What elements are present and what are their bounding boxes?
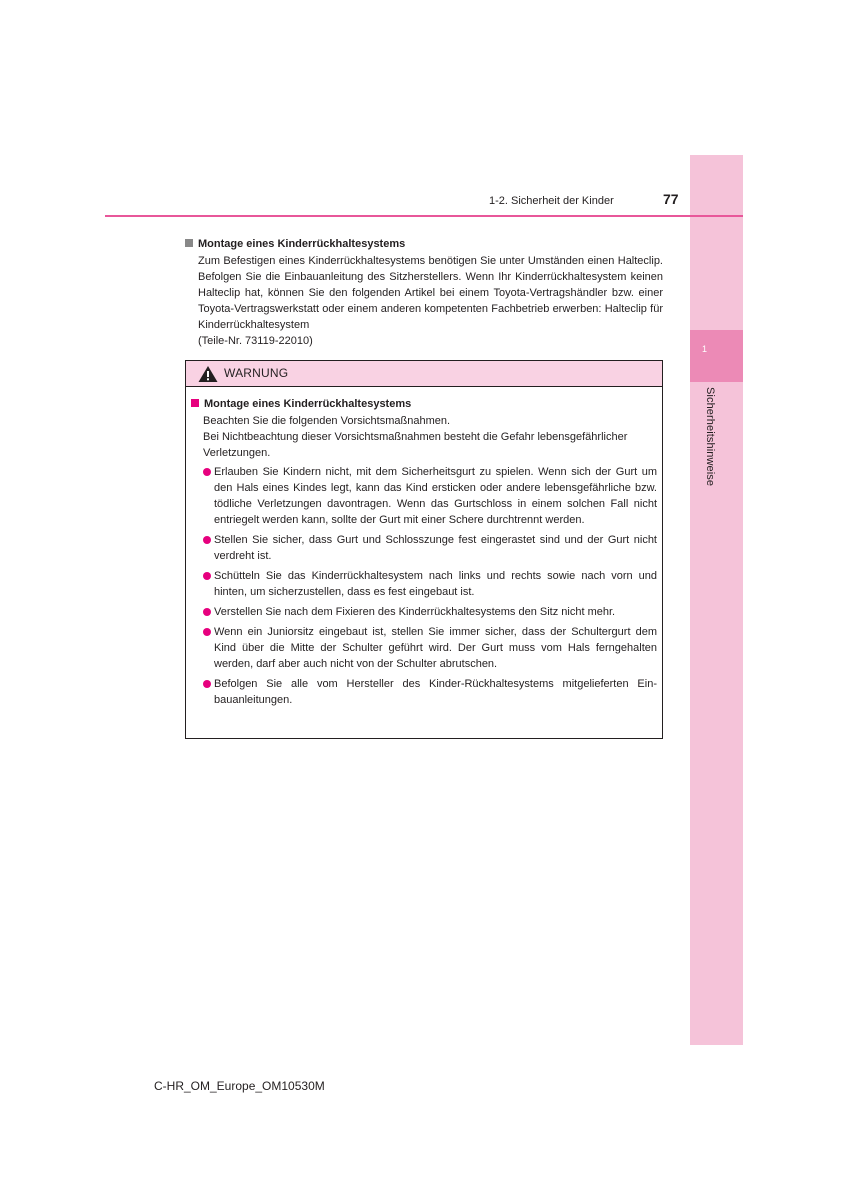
warning-consequence: Bei Nichtbeachtung dieser Vorsichtsmaßnahmen besteht die Gefahr lebensgefährlicher Verletzungen. bbox=[203, 431, 628, 459]
warning-box bbox=[185, 360, 663, 739]
warning-intro: Beachten Sie die folgenden Vorsichtsmaßnahmen. bbox=[203, 415, 451, 427]
main-heading bbox=[185, 237, 663, 252]
section-title: 1-2. Sicherheit der Kinder bbox=[489, 195, 614, 207]
document-code: C-HR_OM_Europe_OM10530M bbox=[154, 1079, 325, 1093]
list-item bbox=[191, 568, 657, 600]
warning-body bbox=[191, 397, 657, 712]
bullet-dot-icon bbox=[203, 536, 211, 544]
main-paragraph: Zum Befestigen eines Kinderrückhaltesystems benötigen Sie unter Umständen einen Halteclip. Befolgen Sie die Einbauanleitung des Sitzherstellers. Wenn Ihr Kinderrückhaltesystem keinen Halteclip hat, können Sie den folgenden Artikel bei einem Toyota-Vertragshändler bzw. einer Toyota-Vertragswerkstatt oder einem anderen kompetenten Fachbetrieb erwerben: Halteclip für Kinderrückhaltesystem bbox=[198, 255, 663, 331]
bullet-dot-icon bbox=[203, 680, 211, 688]
warning-bullet-list bbox=[191, 464, 657, 708]
warning-header bbox=[186, 361, 662, 387]
bullet-text: Befolgen Sie alle vom Hersteller des Kinder-Rückhaltesystems mitgelieferten Einbauanleitungen. bbox=[214, 678, 657, 706]
main-section bbox=[185, 237, 663, 349]
square-bullet-icon bbox=[185, 239, 193, 247]
chapter-side-tab bbox=[690, 155, 743, 1045]
bullet-text: Stellen Sie sicher, dass Gurt und Schlosszunge fest eingerastet sind und der Gurt nicht verdreht ist. bbox=[214, 534, 657, 562]
bullet-dot-icon bbox=[203, 608, 211, 616]
warning-title: WARNUNG bbox=[224, 366, 289, 380]
chapter-label: Sicherheitshinweise bbox=[704, 387, 716, 487]
page-number: 77 bbox=[663, 191, 679, 207]
bullet-dot-icon bbox=[203, 628, 211, 636]
part-number: (Teile-Nr. 73119-22010) bbox=[198, 335, 313, 347]
bullet-text: Verstellen Sie nach dem Fixieren des Kinderrückhaltesystems den Sitz nicht mehr. bbox=[214, 606, 616, 618]
list-item bbox=[191, 676, 657, 708]
list-item bbox=[191, 604, 657, 620]
list-item bbox=[191, 532, 657, 564]
bullet-dot-icon bbox=[203, 468, 211, 476]
chapter-number-tab bbox=[690, 330, 743, 382]
list-item bbox=[191, 464, 657, 528]
header-divider bbox=[105, 215, 743, 217]
bullet-text: Erlauben Sie Kindern nicht, mit dem Sicherheitsgurt zu spielen. Wenn sich der Gurt um den Hals eines Kindes legt, kann das Kind ersticken oder andere lebensgefährliche bzw. tödliche Verletzungen davontragen. Wenn das Gurtschloss in einem solchen Fall nicht entriegelt werden kann, sollte der Gurt mit einer Schere durchtrennt werden. bbox=[214, 466, 657, 526]
chapter-number: 1 bbox=[702, 344, 708, 354]
main-heading-text: Montage eines Kinderrückhaltesystems bbox=[198, 238, 406, 250]
bullet-text: Schütteln Sie das Kinderrückhaltesystem nach links und rechts sowie nach vorn und hinten, um sicherzustellen, dass es fest eingebaut ist. bbox=[214, 570, 657, 598]
warning-heading-text: Montage eines Kinderrückhaltesystems bbox=[204, 398, 412, 410]
list-item bbox=[191, 624, 657, 672]
bullet-text: Wenn ein Juniorsitz eingebaut ist, stellen Sie immer sicher, dass der Schultergurt dem Kind über die Mitte der Schulter geführt wird. Der Gurt muss vom Hals ferngehalten werden, darf aber auch nicht von der Schulter abrutschen. bbox=[214, 626, 657, 670]
square-bullet-icon bbox=[191, 399, 199, 407]
bullet-dot-icon bbox=[203, 572, 211, 580]
warning-triangle-icon bbox=[198, 365, 218, 383]
warning-heading bbox=[191, 397, 657, 412]
